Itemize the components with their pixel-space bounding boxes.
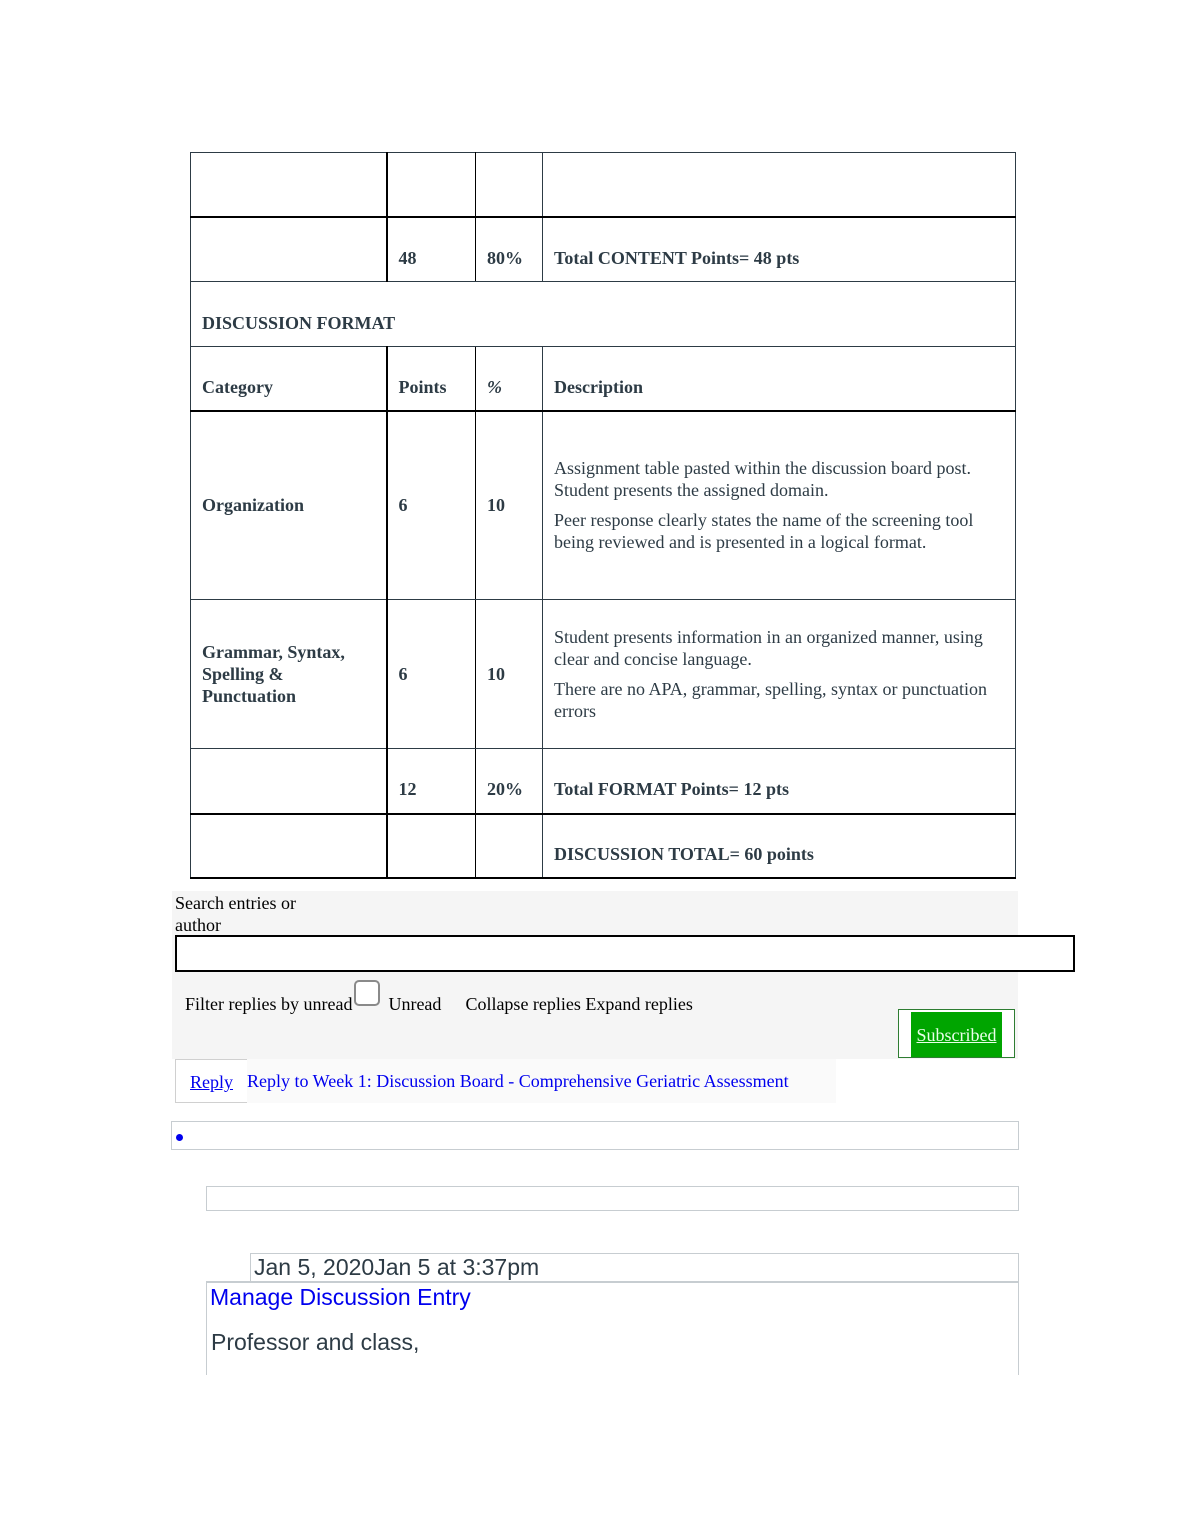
section-title: DISCUSSION FORMAT [191,282,1016,347]
table-row [191,600,1016,749]
section-title-row [191,282,1016,347]
filter-label: Filter replies by unread [185,994,353,1014]
description-paragraph: Peer response clearly states the name of the screening tool being reviewed and is presented in a logical format. [554,510,974,553]
discussion-total: DISCUSSION TOTAL= 60 points [543,814,1016,878]
empty-cell [191,814,387,878]
discussion-total-row [191,814,1016,878]
rubric-empty-row [191,153,1016,217]
subscribe-container [898,1009,1015,1058]
manage-discussion-entry-link[interactable]: Manage Discussion Entry [210,1284,471,1310]
header-percent: % [476,347,543,411]
entry-list [171,1121,1019,1150]
header-row [191,347,1016,411]
percent-cell: 10 [476,411,543,600]
format-total-points: 12 [387,749,476,814]
table-row [191,411,1016,600]
reply-button[interactable]: Reply [175,1059,248,1103]
description-paragraph: Student presents information in an organized manner, using clear and concise language. [554,627,983,669]
empty-cell [191,153,387,217]
header-points: Points [387,347,476,411]
bullet-icon [176,1134,183,1141]
search-input[interactable] [175,935,1075,972]
empty-cell [387,153,476,217]
subscribed-button[interactable]: Subscribed [911,1012,1002,1057]
empty-cell [476,153,543,217]
empty-cell [543,153,1016,217]
content-total-row [191,217,1016,282]
description-cell [543,600,1016,749]
reply-to-topic-link[interactable]: Reply to Week 1: Discussion Board - Comprehensive Geriatric Assessment [247,1059,836,1103]
category-cell: Organization [191,411,387,600]
entry-container [206,1186,1019,1211]
format-total-row [191,749,1016,814]
content-total-points: 48 [387,217,476,282]
points-cell: 6 [387,600,476,749]
entry-text: Professor and class, [211,1329,420,1355]
content-total-percent: 80% [476,217,543,282]
empty-cell [191,217,387,282]
description-cell [543,411,1016,600]
description-paragraph: Assignment table pasted within the discussion board post. Student presents the assigned domain. [554,458,971,501]
points-cell: 6 [387,411,476,600]
header-category: Category [191,347,387,411]
search-label: Search entries or author [175,893,296,935]
filter-row [185,986,693,1015]
format-total-description: Total FORMAT Points= 12 pts [543,749,1016,814]
header-description: Description [543,347,1016,411]
rubric-table [190,152,1016,879]
content-total-description: Total CONTENT Points= 48 pts [543,217,1016,282]
empty-cell [387,814,476,878]
expand-replies-button[interactable]: Expand replies [585,994,693,1014]
checkbox-icon[interactable] [354,980,380,1006]
percent-cell: 10 [476,600,543,749]
empty-cell [476,814,543,878]
description-paragraph: There are no APA, grammar, spelling, syntax or punctuation errors [554,679,988,721]
format-total-percent: 20% [476,749,543,814]
category-cell: Grammar, Syntax, Spelling & Punctuation [191,600,387,749]
collapse-replies-button[interactable]: Collapse replies [465,994,581,1014]
empty-cell [191,749,387,814]
entry-date: Jan 5, 2020Jan 5 at 3:37pm [254,1254,540,1280]
unread-label[interactable]: Unread [388,994,442,1014]
